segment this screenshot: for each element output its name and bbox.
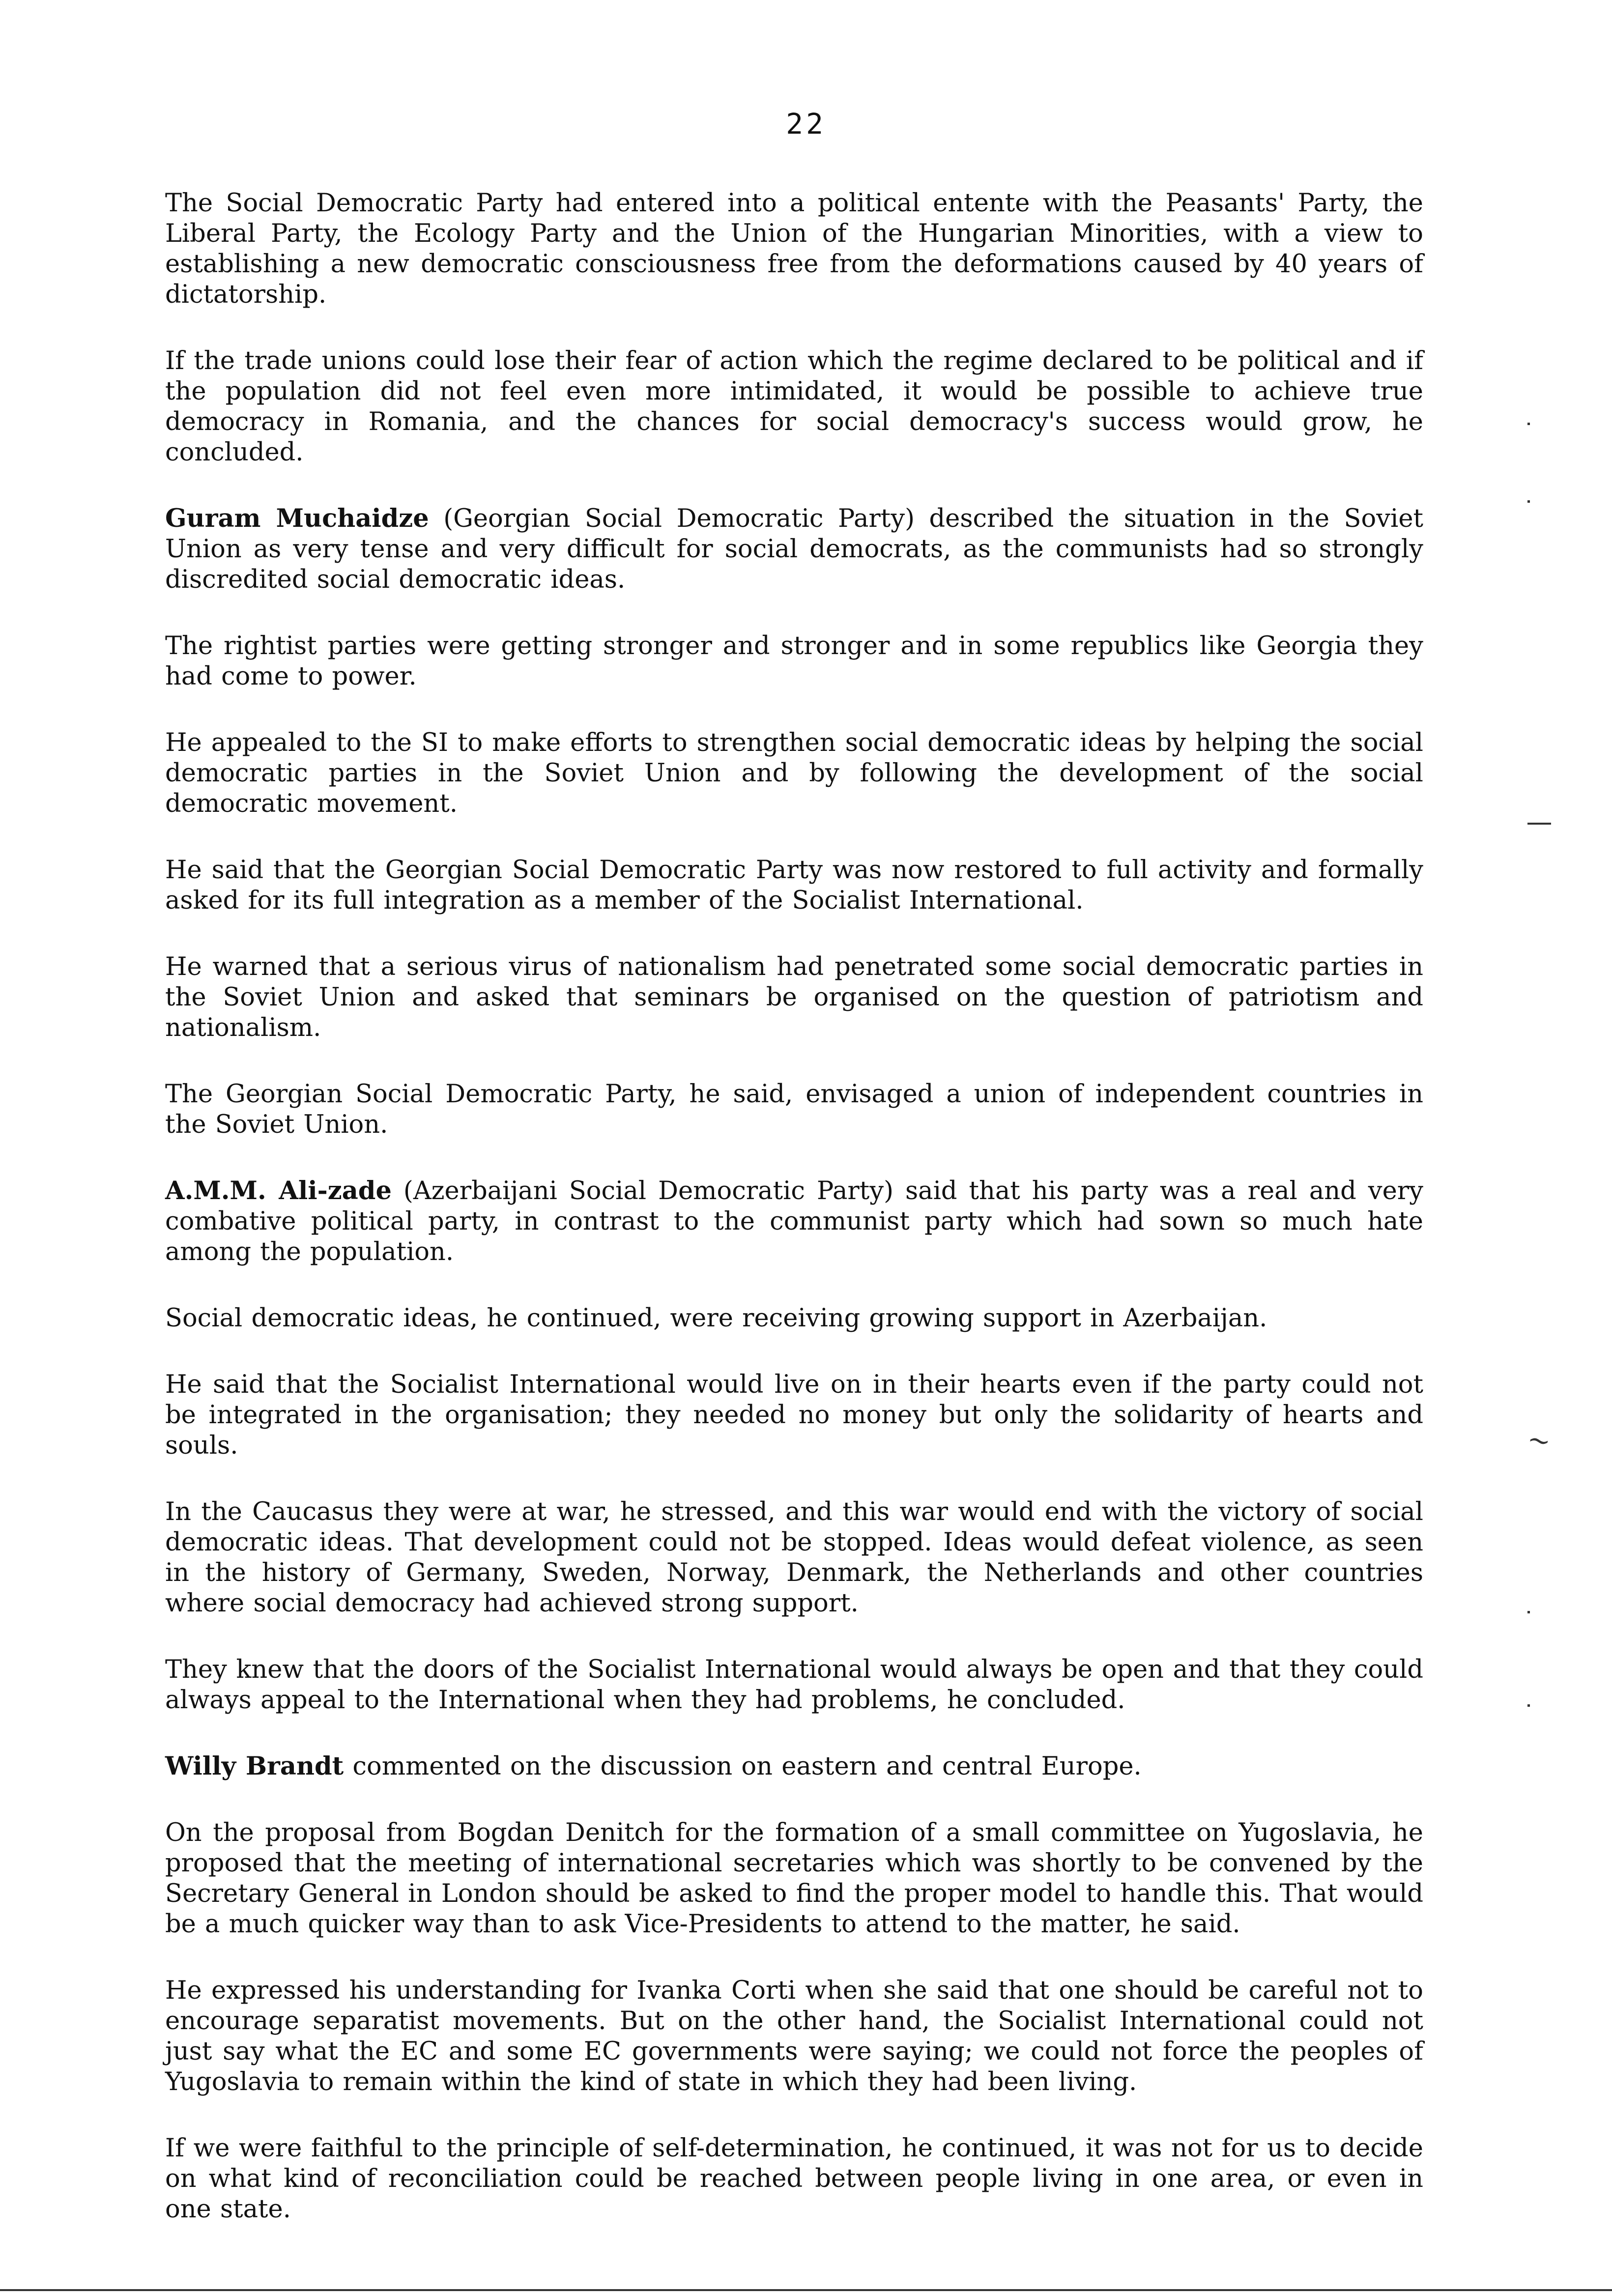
paragraph	[165, 1496, 1423, 1619]
paragraph-text: They knew that the doors of the Socialist International would always be open and that they could always appeal to the International when they had problems, he concluded.	[165, 1655, 1423, 1715]
paragraph-text: He appealed to the SI to make efforts to strengthen social democratic ideas by helping the social democratic parties in the Soviet Union and by following the development of the social democratic movement.	[165, 728, 1423, 818]
margin-tilde-mark: ~	[1524, 1422, 1554, 1459]
paragraph	[165, 1079, 1423, 1140]
paragraph-text: If the trade unions could lose their fear of action which the regime declared to be political and if the population did not feel even more intimidated, it would be possible to achieve true democracy in Romania, and the chances for social democracy's success would grow, he concluded.	[165, 346, 1423, 467]
footer-rule	[0, 2289, 1612, 2291]
paragraph	[165, 727, 1423, 819]
paragraph-text: The Georgian Social Democratic Party, he said, envisaged a union of independent countries in the Soviet Union.	[165, 1080, 1423, 1139]
paragraph-text: The rightist parties were getting stronger and stronger and in some republics like Georgia they had come to power.	[165, 631, 1423, 691]
paragraph-text: commented on the discussion on eastern and central Europe.	[344, 1752, 1142, 1781]
paragraph-text: He said that the Georgian Social Democratic Party was now restored to full activity and formally asked for its full integration as a member of the Socialist International.	[165, 856, 1423, 915]
document-body	[165, 188, 1423, 2260]
paragraph-text: He warned that a serious virus of nationalism had penetrated some social democratic parties in the Soviet Union and asked that seminars be organised on the question of patriotism and nationalism.	[165, 952, 1423, 1042]
paragraph-text: If we were faithful to the principle of self-determination, he continued, it was not for us to decide on what kind of reconciliation could be reached between people living in one area, or even in one state.	[165, 2134, 1423, 2224]
paragraph	[165, 2133, 1423, 2225]
paragraph	[165, 188, 1423, 310]
paragraph-text: He expressed his understanding for Ivanka Corti when she said that one should be careful not to encourage separatist movements. But on the other hand, the Socialist International could not just say what the EC and some EC governments were saying; we could not force the peoples of Yugoslavia to remain within the kind of state in which they had been living.	[165, 1976, 1423, 2096]
margin-dot-mark	[1527, 423, 1530, 425]
paragraph	[165, 503, 1423, 595]
speaker-name: Willy Brandt	[165, 1751, 344, 1781]
paragraph	[165, 1751, 1423, 1782]
paragraph	[165, 1303, 1423, 1334]
page-number: 22	[786, 107, 826, 141]
paragraph	[165, 1975, 1423, 2097]
speaker-name: A.M.M. Ali-zade	[165, 1176, 392, 1205]
margin-dash-mark	[1527, 823, 1551, 825]
paragraph-text: Social democratic ideas, he continued, were receiving growing support in Azerbaijan.	[165, 1304, 1267, 1333]
paragraph-text: (Georgian Social Democratic Party) described the situation in the Soviet Union as very tense and very difficult for social democrats, as the communists had so strongly discredited social democratic ideas.	[165, 504, 1423, 594]
paragraph	[165, 1817, 1423, 1940]
paragraph-text: On the proposal from Bogdan Denitch for the formation of a small committee on Yugoslavia, he proposed that the meeting of international secretaries which was shortly to be convened by the Secretary General in London should be asked to find the proper model to handle this. That would be a much quicker way than to ask Vice-Presidents to attend to the matter, he said.	[165, 1818, 1423, 1939]
speaker-name: Guram Muchaidze	[165, 504, 429, 533]
paragraph	[165, 951, 1423, 1043]
paragraph	[165, 1369, 1423, 1461]
paragraph-text: (Azerbaijani Social Democratic Party) said that his party was a real and very combative political party, in contrast to the communist party which had sown so much hate among the population.	[165, 1177, 1423, 1266]
paragraph-text: In the Caucasus they were at war, he stressed, and this war would end with the victory of social democratic ideas. That development could not be stopped. Ideas would defeat violence, as seen in the history of Germany, Sweden, Norway, Denmark, the Netherlands and other countries where social democracy had achieved strong support.	[165, 1497, 1423, 1618]
paragraph	[165, 855, 1423, 916]
paragraph	[165, 631, 1423, 692]
paragraph-text: The Social Democratic Party had entered into a political entente with the Peasants' Party, the Liberal Party, the Ecology Party and the Union of the Hungarian Minorities, with a view to establishing a new democratic consciousness free from the deformations caused by 40 years of dictatorship.	[165, 189, 1423, 309]
paragraph	[165, 1176, 1423, 1267]
paragraph-text: He said that the Socialist International would live on in their hearts even if the party could not be integrated in the organisation; they needed no money but only the solidarity of hearts and souls.	[165, 1370, 1423, 1460]
paragraph	[165, 345, 1423, 468]
paragraph	[165, 1654, 1423, 1716]
margin-dot-mark	[1527, 500, 1530, 503]
margin-dot-mark	[1527, 1704, 1530, 1707]
margin-dot-mark	[1527, 1611, 1530, 1613]
